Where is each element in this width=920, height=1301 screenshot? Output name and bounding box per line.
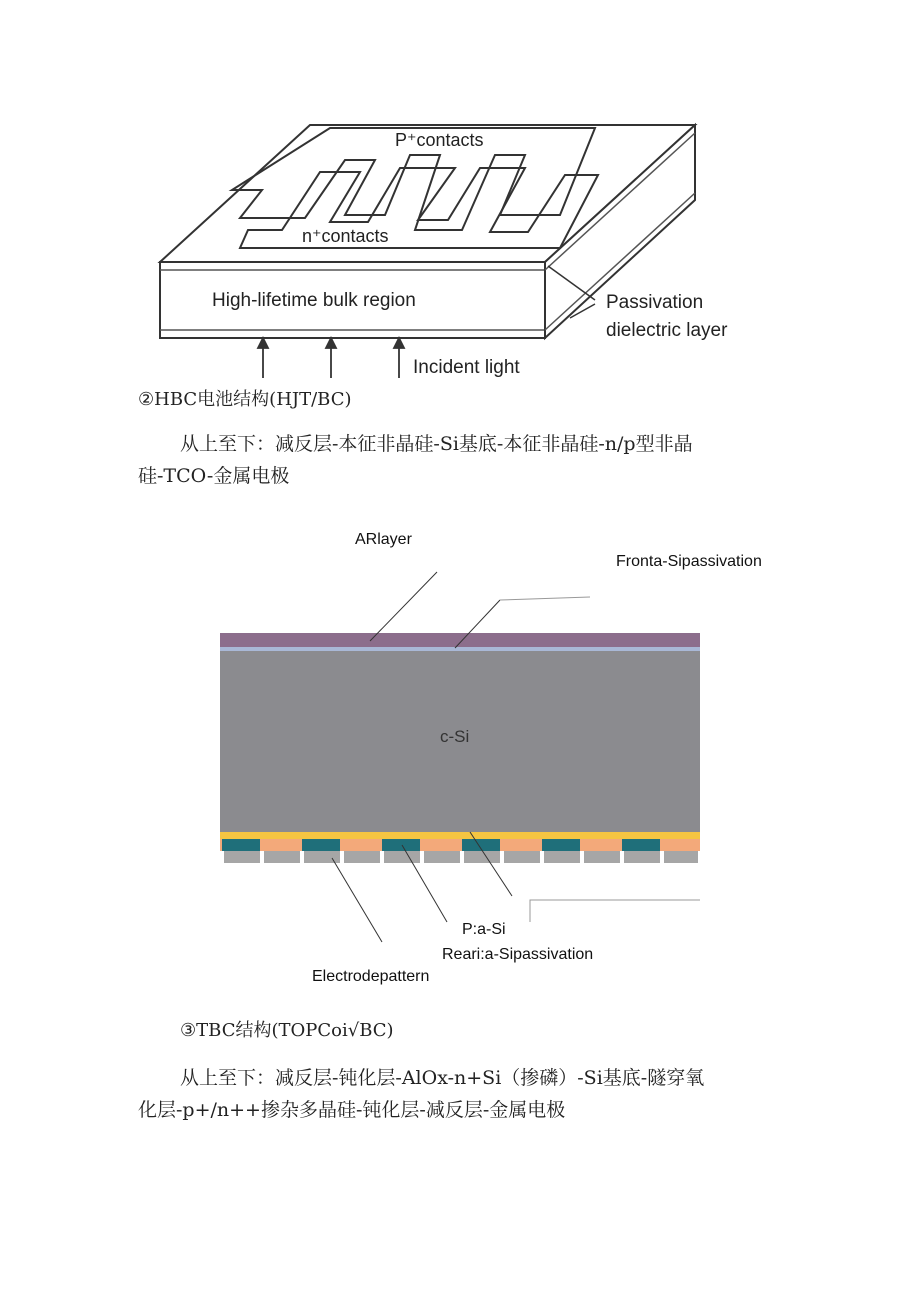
caption-hbc: ②HBC电池结构(HJT/BC) bbox=[138, 389, 352, 410]
incident-light-arrows bbox=[258, 338, 404, 378]
p-contacts-label: P⁺contacts bbox=[395, 130, 484, 150]
rear-passivation-bracket bbox=[530, 900, 700, 922]
cross-section-diagram bbox=[0, 520, 920, 990]
ar-layer-leader bbox=[370, 572, 437, 641]
doped-pattern-row bbox=[220, 839, 700, 851]
ar-layer-label: ARlayer bbox=[355, 531, 412, 548]
paragraph-tbc-line1: 从上至下：减反层-钝化层-AlOx-n+Si（掺磷）-Si基底-隧穿氧 bbox=[180, 1067, 705, 1089]
rear-passivation-layer bbox=[220, 832, 700, 839]
n-contacts-label: n⁺contacts bbox=[302, 226, 389, 246]
incident-light-label: Incident light bbox=[413, 357, 520, 378]
paragraph-hbc-line1: 从上至下：减反层-本征非晶硅-Si基底-本征非晶硅-n/p型非晶 bbox=[180, 433, 693, 455]
electrode-pattern-label: Electrodepattern bbox=[312, 968, 430, 985]
rear-passivation-label: Reari:a-Sipassivation bbox=[442, 946, 594, 963]
paragraph-tbc bbox=[138, 1062, 798, 1126]
passivation-label-line2: dielectric layer bbox=[606, 320, 728, 341]
front-passivation-label: Fronta-Sipassivation bbox=[616, 553, 762, 570]
paragraph-hbc-line2: 硅-TCO-金属电极 bbox=[138, 465, 290, 487]
front-passivation-layer bbox=[220, 647, 700, 651]
p-si-label: P:a-Si bbox=[462, 921, 506, 938]
electrode-pattern-row bbox=[224, 851, 698, 863]
electrode-leader bbox=[332, 858, 382, 942]
bulk-region-label: High-lifetime bulk region bbox=[212, 290, 416, 311]
ar-layer bbox=[220, 633, 700, 647]
passivation-label-line1: Passivation bbox=[606, 292, 704, 313]
paragraph-tbc-line2: 化层-p+/n++掺杂多晶硅-钝化层-减反层-金属电极 bbox=[138, 1099, 566, 1121]
csi-label: c-Si bbox=[440, 727, 470, 746]
hbc-structure-diagram bbox=[0, 0, 920, 390]
caption-tbc: ③TBC结构(TOPCoi√BC) bbox=[180, 1020, 394, 1041]
paragraph-hbc bbox=[138, 428, 798, 492]
